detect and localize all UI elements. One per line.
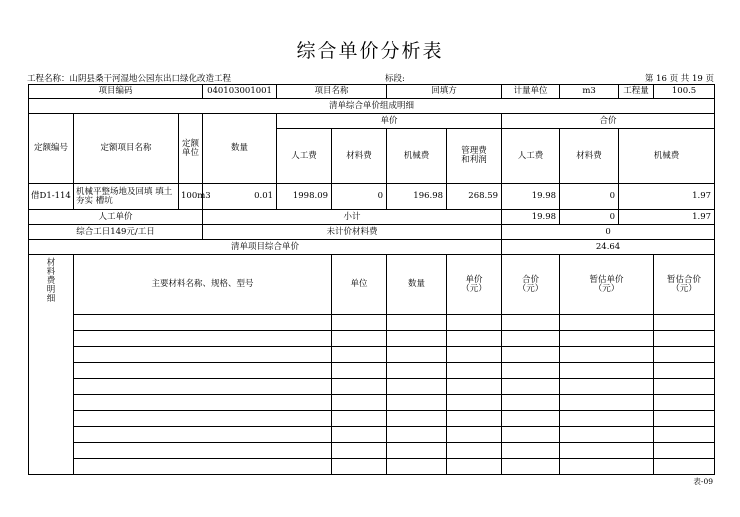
material-est-unit-header: 暂估单价 （元） (560, 255, 654, 315)
material-row (29, 395, 715, 411)
subtotal-label: 小计 (203, 210, 502, 225)
material-row (29, 427, 715, 443)
material-est-total-header: 暂估合价 （元） (654, 255, 715, 315)
composition-header: 清单综合单价组成明细 (29, 99, 715, 114)
section-label: 标段: (385, 74, 405, 84)
header-tp-material: 材料费 (560, 129, 619, 184)
composite-row (29, 240, 715, 255)
qty-value: 100.5 (654, 85, 715, 99)
project-name: 山阴县桑干河湿地公园东出口绿化改造工程 (69, 74, 232, 84)
header-unit-price: 单价 (277, 114, 502, 129)
detail-tp-machine: 1.97 (619, 184, 715, 210)
material-row (29, 363, 715, 379)
header-up-labor: 人工费 (277, 129, 332, 184)
form-number: 表-09 (693, 477, 713, 486)
name-value: 回填方 (387, 85, 502, 99)
material-row (29, 411, 715, 427)
project-label: 工程名称： (27, 74, 70, 84)
composite-value: 24.64 (502, 240, 715, 255)
detail-tp-labor: 19.98 (502, 184, 560, 210)
row-item-info (29, 85, 715, 99)
row-header-1 (29, 114, 715, 129)
material-unit-header: 单位 (332, 255, 387, 315)
workday-label: 综合工日149元/工日 (29, 225, 203, 240)
page-info: 第 16 页 共 19 页 (644, 74, 714, 84)
header-total-price: 合价 (502, 114, 715, 129)
header-up-machine: 机械费 (387, 129, 447, 184)
detail-up-mgmt: 268.59 (447, 184, 502, 210)
detail-up-labor: 1998.09 (277, 184, 332, 210)
row-composition-header (29, 99, 715, 114)
detail-name: 机械平整场地及回填 填土夯实 槽坑 (74, 184, 179, 210)
material-side-label: 材 料 费 明 细 (29, 255, 74, 475)
material-row (29, 459, 715, 475)
qty-label: 工程量 (619, 85, 654, 99)
header-quantity: 数量 (203, 114, 277, 184)
unpriced-row (29, 225, 715, 240)
project-info (27, 72, 231, 84)
material-row (29, 347, 715, 363)
labor-price-label: 人工单价 (29, 210, 203, 225)
material-row (29, 443, 715, 459)
material-row (29, 331, 715, 347)
header-quota-code: 定额编号 (29, 114, 74, 184)
subtotal-material: 0 (560, 210, 619, 225)
material-unit-price-header: 单价 （元） (447, 255, 502, 315)
detail-unit: 100m3 (179, 184, 203, 210)
page-title: 综合单价分析表 (296, 40, 444, 62)
subtotal-row (29, 210, 715, 225)
material-total-price-header: 合价 （元） (502, 255, 560, 315)
subtotal-machine: 1.97 (619, 210, 715, 225)
header-quota-name: 定额项目名称 (74, 114, 179, 184)
material-qty-header: 数量 (387, 255, 447, 315)
detail-quantity: 0.01 (203, 184, 277, 210)
header-tp-machine: 机械费 (619, 129, 715, 184)
composite-label: 清单项目综合单价 (29, 240, 502, 255)
name-label: 项目名称 (277, 85, 387, 99)
material-name-header: 主要材料名称、规格、型号 (74, 255, 332, 315)
header-up-mgmt: 管理费 和利润 (447, 129, 502, 184)
code-value: 040103001001 (203, 85, 277, 99)
material-row (29, 379, 715, 395)
detail-tp-material: 0 (560, 184, 619, 210)
header-quota-unit: 定额 单位 (179, 114, 203, 184)
header-up-material: 材料费 (332, 129, 387, 184)
subtotal-labor: 19.98 (502, 210, 560, 225)
detail-up-machine: 196.98 (387, 184, 447, 210)
header-tp-labor: 人工费 (502, 129, 560, 184)
unpriced-value: 0 (502, 225, 715, 240)
code-label: 项目编码 (29, 85, 203, 99)
detail-up-material: 0 (332, 184, 387, 210)
detail-code: 借D1-114 (29, 184, 74, 210)
unit-label: 计量单位 (502, 85, 560, 99)
unit-value: m3 (560, 85, 619, 99)
material-header-row (29, 255, 715, 315)
unpriced-label: 未计价材料费 (203, 225, 502, 240)
analysis-table (28, 84, 715, 475)
material-row (29, 315, 715, 331)
detail-row (29, 184, 715, 210)
